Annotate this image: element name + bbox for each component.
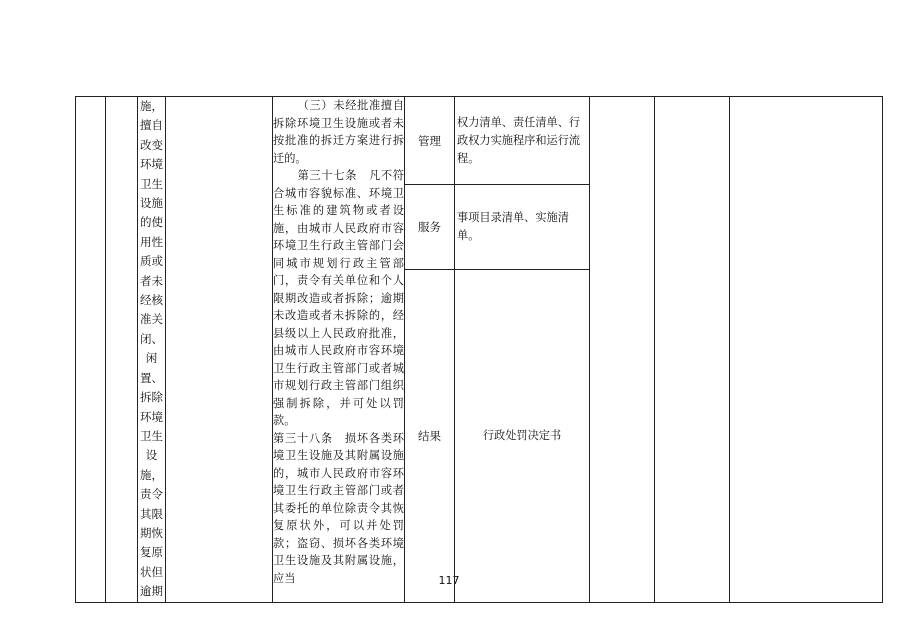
empty-cell-col10	[730, 97, 883, 603]
legal-basis-cell	[273, 97, 405, 603]
row-desc-result: 行政处罚决定书	[455, 270, 590, 603]
legal-paragraph: 第三十八条 损坏各类环境卫生设施及其附属设施的，城市人民政府市容环境卫生行政主管部门或者其委托的单位除责令其恢复原状外，可以并处罚款；盗窃、损坏各类环境卫生设施及其附属设施，应当	[273, 431, 404, 585]
violation-description-text: 施，擅自改变环境卫生设施的使用性质或者未经核准关闭、闲置、拆除环境卫生设施，责令其限期恢复原状但逾期	[140, 99, 163, 599]
empty-cell-col2	[106, 97, 138, 603]
violation-description-cell	[138, 97, 166, 603]
row-desc-management: 权力清单、责任清单、行政权力实施程序和运行流程。	[455, 97, 590, 185]
page-number: 117	[438, 574, 460, 587]
row-label-service: 服务	[405, 185, 455, 270]
document-table	[75, 96, 883, 603]
legal-paragraph: （三）未经批准擅自拆除环境卫生设施或者未按批准的拆迁方案进行拆迁的。	[273, 99, 404, 165]
empty-cell-col9	[655, 97, 730, 603]
row-desc-service: 事项目录清单、实施清单。	[455, 185, 590, 270]
empty-cell-col4	[166, 97, 273, 603]
row-label-result: 结果	[405, 270, 455, 603]
row-label-management: 管理	[405, 97, 455, 185]
legal-paragraph: 第三十七条 凡不符合城市容貌标准、环境卫生标准的建筑物或者设施，由城市人民政府市容环境卫生行政主管部门会同城市规划行政主管部门，责令有关单位和个人限期改造或者拆除；逾期未改造或者未拆除的，经县级以上人民政府批准，由城市人民政府市容环境卫生行政主管部门或者城市规划行政主管部门组织强制拆除，并可处以罚款。	[273, 169, 404, 427]
empty-cell-col1	[76, 97, 106, 603]
empty-cell-col8	[590, 97, 655, 603]
